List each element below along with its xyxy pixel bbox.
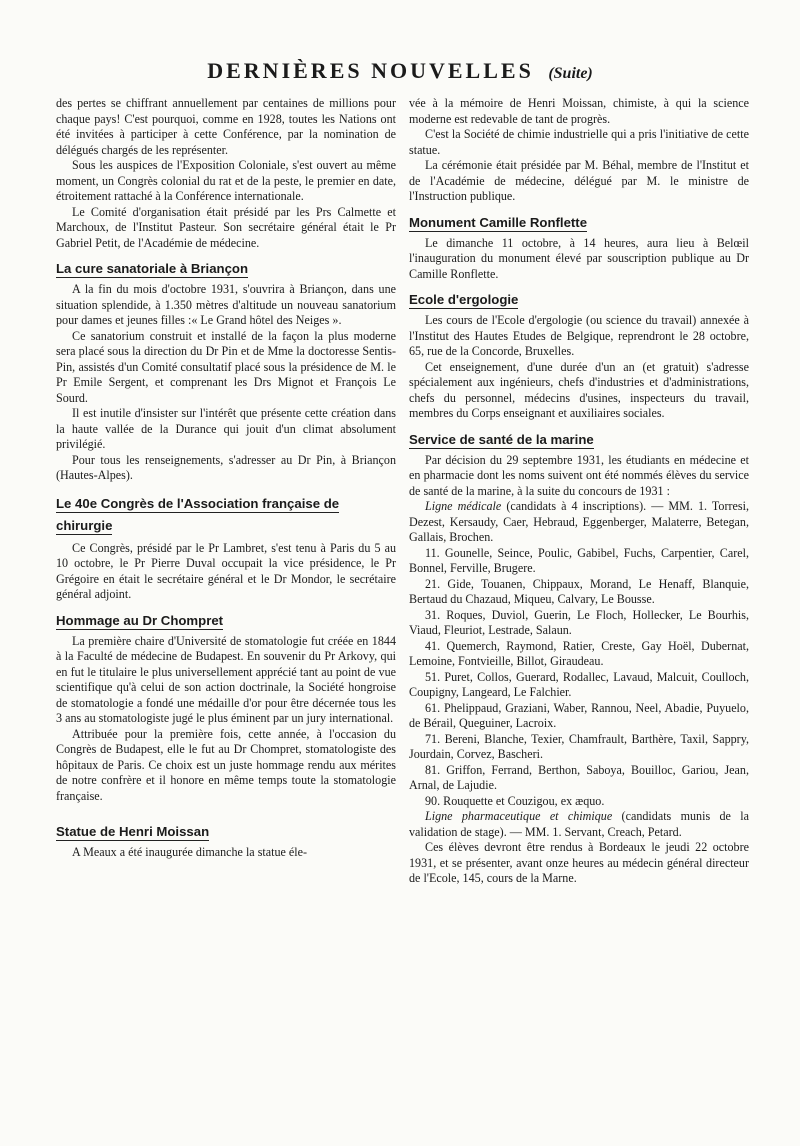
list-item: 61. Phelippaud, Graziani, Waber, Rannou, Neel, Abadie, Puyuelo, de Bérail, Queguiner, Lacroix.	[409, 700, 749, 730]
paragraph: Ces élèves devront être rendus à Bordeaux le jeudi 22 octobre 1931, et se présenter, avant onze heures au médecin général directeur de l'Ecole, 145, cours de la Marne.	[409, 840, 749, 885]
paragraph: C'est la Société de chimie industrielle qui a pris l'initiative de cette statue.	[409, 127, 749, 157]
paragraph: Ce sanatorium construit et installé de la façon la plus moderne sera placé sous la direction du Dr Pin et de Mme la doctoresse Sentis-Pin, assistés d'un Comité consultatif placé sous la présidence de M. le Pr Emile Sergent, et comprenant les Drs Mignot et François Le Sourd.	[56, 328, 396, 405]
page-title-suite: (Suite)	[548, 65, 593, 82]
list-item: 81. Griffon, Ferrand, Berthon, Saboya, Bouilloc, Gariou, Jean, Arnal, de Lajudie.	[409, 762, 749, 792]
paragraph: vée à la mémoire de Henri Moissan, chimiste, à qui la science moderne est redevable de tant de progrès.	[409, 96, 749, 126]
section-title: Statue de Henri Moissan	[56, 824, 210, 839]
section-title: Ecole d'ergologie	[409, 292, 519, 307]
list-item: 51. Puret, Collos, Guerard, Rodallec, Lavaud, Malcuit, Coulloch, Coupigny, Langeard, Le Falchier.	[409, 669, 749, 699]
paragraph: Attribuée pour la première fois, cette année, à l'occasion du Congrès de Budapest, elle le fut au Dr Chompret, stomatologiste des hôpitaux de Paris. Ce choix est un juste hommage rendu aux mérites de notre confrère et il honore en même temps toute la stomatologie française.	[56, 726, 396, 803]
paragraph: La première chaire d'Université de stomatologie fut créée en 1844 à la Faculté de médecine de Budapest. En souvenir du Pr Arkovy, qui en fut le titulaire le plus universellement apprécié tant au point de vue scientifique qu'à celui de son action doctrinale, la Société hongroise de stomatologie a fondé une médaille d'or pour être décernée tous les 3 ans au stomatologiste jugé le plus éminent par un jury international.	[56, 633, 396, 725]
section-title: Hommage au Dr Chompret	[56, 612, 224, 628]
list-item: 71. Bereni, Blanche, Texier, Chamfrault, Barthère, Taxil, Sappry, Jourdain, Corvez, Bascheri.	[409, 731, 749, 761]
paragraph: Par décision du 29 septembre 1931, les étudiants en médecine et en pharmacie dont les noms suivent ont été nommés élèves du service de santé de la marine, à la suite du concours de 1931 :	[409, 452, 749, 498]
list-paragraph: Ligne pharmaceutique et chimique (candidats munis de la validation de stage). — MM. 1. Servant, Creach, Petard.	[409, 809, 749, 839]
section-title: La cure sanatoriale à Briançon	[56, 261, 249, 276]
right-column	[409, 96, 749, 887]
paragraph: A Meaux a été inaugurée dimanche la statue éle-	[72, 845, 308, 859]
left-column	[56, 96, 396, 861]
paragraph: Ce Congrès, présidé par le Pr Lambret, s'est tenu à Paris du 5 au 10 octobre, le Pr Pierre Duval occupait la vice présidence, le Pr Grégoire en était le secrétaire général et le Dr Mondor, le secrétaire général adjoint.	[56, 540, 396, 601]
list-paragraph: Ligne médicale (candidats à 4 inscriptions). — MM. 1. Torresi, Dezest, Kersaudy, Caer, Hebraud, Eggenberger, Malaterre, Betegan, Gallais, Brochen.	[409, 499, 749, 544]
list-item: 21. Gide, Touanen, Chippaux, Morand, Le Henaff, Blanquie, Bertaud du Chazaud, Miqueu, Calvary, Le Bousse.	[409, 576, 749, 606]
paragraph: des pertes se chiffrant annuellement par centaines de millions pour chaque pays! C'est pourquoi, comme en 1928, toutes les Nations ont été invitées à participer à cette Conférence, par la nomination de délégués chargés de les représenter.	[56, 96, 396, 157]
list-item: 90. Rouquette et Couzigou, ex æquo.	[425, 793, 605, 808]
section-title: Le 40e Congrès de l'Association française de chirurgie	[56, 495, 340, 533]
section-title: Monument Camille Ronflette	[409, 214, 588, 230]
paragraph: Il est inutile d'insister sur l'intérêt que présente cette création dans la haute vallée de la Durance qui jouit d'un climat absolument privilégié.	[56, 406, 396, 451]
section-title: Service de santé de la marine	[409, 431, 594, 447]
page-title: DERNIÈRES NOUVELLES	[207, 58, 534, 83]
paragraph: Cet enseignement, d'une durée d'un an (et gratuit) s'adresse spécialement aux ingénieurs, chefs d'industries et d'administrations, chefs du personnel, médecins d'usines, inspecteurs du travail, membres du Corps enseignant et auxiliaires sociales.	[409, 359, 749, 420]
list-item: 41. Quemerch, Raymond, Ratier, Creste, Gay Hoël, Dubernat, Lemoine, Fontvieille, Billot, Giraudeau.	[409, 638, 749, 668]
italic-label: Ligne médicale	[425, 499, 502, 513]
list-item: 11. Gounelle, Seince, Poulic, Gabibel, Fuchs, Carpentier, Carel, Bonnel, Ferville, Brugere.	[409, 545, 749, 575]
paragraph: La cérémonie était présidée par M. Béhal, membre de l'Institut et de l'Académie de médecine, délégué par M. le ministre de l'Instruction publique.	[409, 158, 749, 203]
page-header	[0, 58, 800, 84]
paragraph: Le Comité d'organisation était présidé par les Prs Calmette et Marchoux, de l'Institut Pasteur. Son secrétaire général était le Pr Gabriel Petit, de l'Académie de médecine.	[56, 204, 396, 250]
paragraph: Les cours de l'Ecole d'ergologie (ou science du travail) annexée à l'Institut des Hautes Etudes de Belgique, reprendront le 28 octobre, 65, rue de la Concorde, Bruxelles.	[409, 313, 749, 358]
paragraph: Pour tous les renseignements, s'adresser au Dr Pin, à Briançon (Hautes-Alpes).	[56, 452, 396, 482]
paragraph: A la fin du mois d'octobre 1931, s'ouvrira à Briançon, dans une situation splendide, à 1.350 mètres d'altitude un nouveau sanatorium pour dames et jeunes filles :« Le Grand hôtel des Neiges ».	[56, 282, 396, 327]
paragraph: Le dimanche 11 octobre, à 14 heures, aura lieu à Belœil l'inauguration du monument élevé par souscription publique au Dr Camille Ronflette.	[409, 235, 749, 281]
list-item: 31. Roques, Duviol, Guerin, Le Floch, Hollecker, Le Bourhis, Viaud, Fleuriot, Lestrade, Salaun.	[409, 607, 749, 637]
paragraph: Sous les auspices de l'Exposition Coloniale, s'est ouvert au même moment, un Congrès colonial du rat et de la peste, le premier en date, étroitement rattaché à la Conférence internationale.	[56, 158, 396, 203]
italic-label: Ligne pharmaceutique et chimique	[425, 809, 613, 823]
